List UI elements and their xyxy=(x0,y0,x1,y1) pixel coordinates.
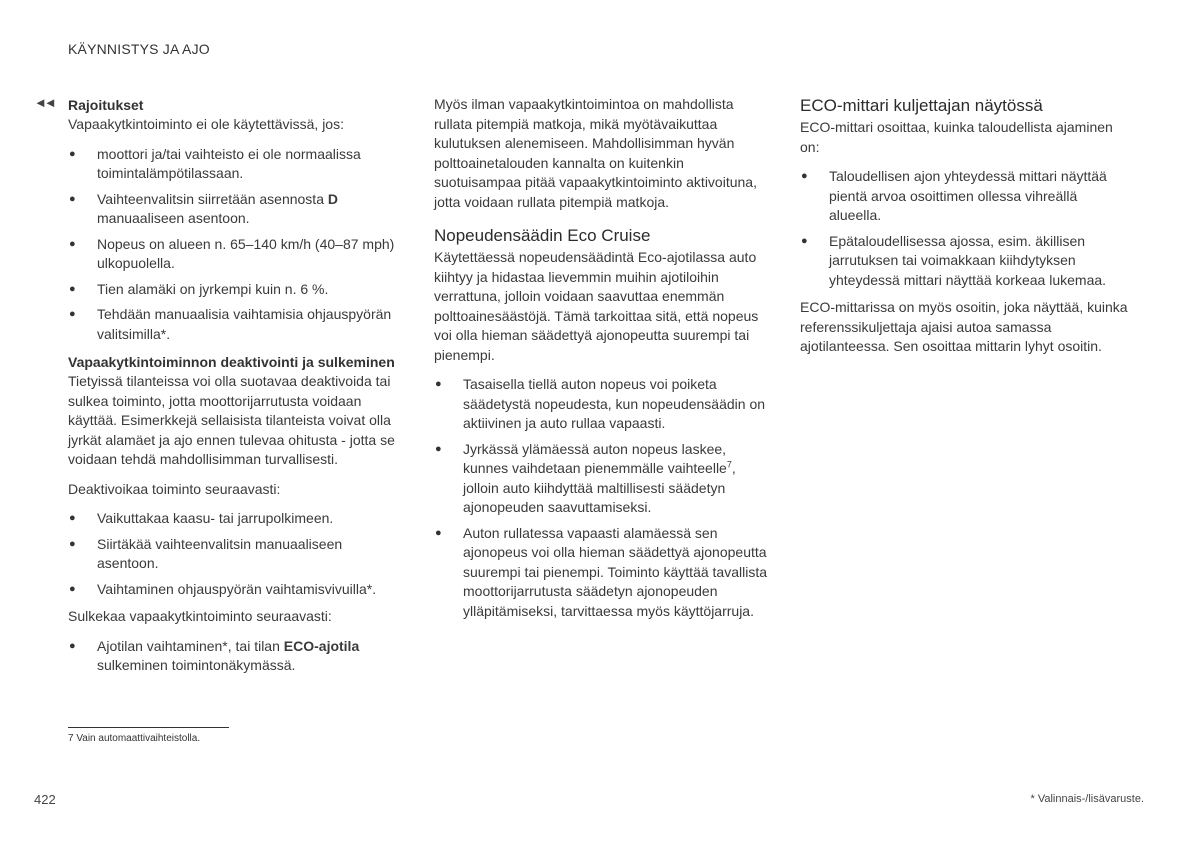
eco-cruise-text: Käytettäessä nopeudensäädintä Eco-ajotilassa auto kiihtyy ja hidastaa lievemmin muihin ajotiloihin verrattuna, jolloin voidaan saavuttaa enemmän polttoainesäästöjä. Tämä tarkoittaa sitä, että nopeus voi olla hieman säädettyä ajonopeutta suurempi tai pienempi. xyxy=(434,249,759,363)
list-item-text: manuaaliseen asentoon. xyxy=(97,210,250,226)
list-item-text: Siirtäkää vaihteenvalitsin manuaaliseen asentoon. xyxy=(97,535,343,571)
bullet-icon: ● xyxy=(69,147,76,160)
list-item xyxy=(68,509,403,529)
gear-position-d: D xyxy=(327,190,339,207)
list-item-text: sulkeminen toimintonäkymässä. xyxy=(97,657,296,673)
eco-meter-intro: ECO-mittari osoittaa, kuinka taloudellista ajaminen on: xyxy=(800,119,1113,155)
eco-cruise-heading: Nopeudensäädin Eco Cruise xyxy=(434,226,651,245)
bullet-icon: ● xyxy=(435,526,442,539)
list-item xyxy=(434,440,769,518)
restrictions-list xyxy=(68,145,403,345)
list-item-text: Vaikuttakaa kaasu- tai jarrupolkimeen. xyxy=(97,510,334,526)
bullet-icon: ● xyxy=(69,512,76,524)
list-item-text: Auton rullatessa vapaasti alamäessä sen ajonopeus voi olla hieman säädettyä ajonopeutta suurempi tai pienempi. Toiminto käyttää tavallista moottorijarrutusta säädetyn ajonopeuden ylläpitämiseksi, tarvittaessa myös käyttöjarruja. xyxy=(463,524,768,619)
back-arrow-icon[interactable]: ◄◄ xyxy=(34,95,54,110)
close-list xyxy=(68,637,403,676)
column-1 xyxy=(68,95,403,684)
footnote: 7 Vain automaattivaihteistolla. xyxy=(68,733,201,744)
list-item xyxy=(68,580,403,600)
restrictions-heading: Rajoitukset xyxy=(68,97,144,113)
deactivate-list xyxy=(68,509,403,599)
list-item xyxy=(434,375,769,434)
coasting-intro-text: Myös ilman vapaakytkintoimintoa on mahdollista rullata pitempiä matkoja, mikä myötävaikuttaa kulutuksen alenemiseen. Mahdollisimman hyvän polttoainetalouden kannalta on kuitenkin suotuisampaa pitää vapaakytkintoiminto aktivoituna, jotta voidaan rullata pitempiä matkoja. xyxy=(434,96,757,210)
list-item xyxy=(434,524,769,622)
deactivate-text: Tietyissä tilanteissa voi olla suotavaa deaktivoida tai sulkea toiminto, jotta moottorijarrutusta voidaan käyttää. Esimerkkejä sellaisista tilanteista voivat olla jyrkät alamäet ja ajo ennen tulevaa ohitusta - jotta se voidaan tehdä mahdollisimman turvallisesti. xyxy=(68,373,395,467)
close-intro: Sulkekaa vapaakytkintoiminto seuraavasti: xyxy=(68,608,332,624)
list-item-text: Ajotilan vaihtaminen*, tai tilan xyxy=(97,637,284,654)
bullet-icon: ● xyxy=(801,170,808,182)
bullet-icon: ● xyxy=(69,639,76,652)
bullet-icon: ● xyxy=(69,537,76,550)
bullet-icon: ● xyxy=(69,192,76,205)
list-item xyxy=(68,535,403,574)
list-item-text: Tasaisella tiellä auton nopeus voi poiketa säädetystä nopeudesta, kun nopeudensäädin on aktiivinen ja auto rullaa vapaasti. xyxy=(463,376,766,431)
list-item-text: moottori ja/tai vaihteisto ei ole normaalissa toimintalämpötilassaan. xyxy=(97,145,361,181)
list-item xyxy=(68,235,403,274)
column-3 xyxy=(800,95,1130,367)
bullet-icon: ● xyxy=(69,237,76,250)
list-item-text: Taloudellisen ajon yhteydessä mittari näyttää pientä arvoa osoittimen ollessa vihreällä alueella. xyxy=(829,168,1107,223)
eco-meter-list xyxy=(800,167,1130,290)
bullet-icon: ● xyxy=(69,308,76,320)
list-item xyxy=(68,637,403,676)
eco-cruise-list xyxy=(434,375,769,621)
list-item-text: Nopeus on alueen n. 65–140 km/h (40–87 mph) ulkopuolella. xyxy=(97,235,395,271)
page-number: 422 xyxy=(34,792,56,807)
column-2 xyxy=(434,95,769,629)
bullet-icon: ● xyxy=(69,282,76,295)
eco-meter-heading: ECO-mittari kuljettajan näytössä xyxy=(800,96,1043,115)
list-item xyxy=(800,232,1130,291)
bullet-icon: ● xyxy=(435,442,442,455)
list-item-text: Jyrkässä ylämäessä auton nopeus laskee, kunnes vaihdetaan pienemmälle vaihteelle xyxy=(463,440,727,476)
list-item xyxy=(68,190,403,229)
list-item xyxy=(68,280,403,300)
list-item-text: Tehdään manuaalisia vaihtamisia ohjauspyörän valitsimilla*. xyxy=(97,306,392,342)
footnote-ref: 7 xyxy=(726,459,732,470)
deactivate-intro: Deaktivoikaa toiminto seuraavasti: xyxy=(68,480,281,497)
list-item xyxy=(68,145,403,184)
list-item xyxy=(68,305,403,344)
bullet-icon: ● xyxy=(801,234,808,247)
eco-meter-text: ECO-mittarissa on myös osoitin, joka näyttää, kuinka referenssikuljettaja ajaisi autoa samassa ajotilanteessa. Sen osoittaa mittarin lyhyt osoitin. xyxy=(800,299,1128,354)
deactivate-heading: Vapaakytkintoiminnon deaktivointi ja sulkeminen xyxy=(68,354,395,370)
optional-equipment-note: * Valinnais-/lisävaruste. xyxy=(1030,793,1144,805)
bullet-icon: ● xyxy=(69,582,76,595)
list-item-text: Vaihteenvalitsin siirretään asennosta xyxy=(97,190,328,207)
list-item-text: , jolloin auto kiihdyttää maltillisesti säädetyn ajonopeuden saavuttamiseksi. xyxy=(463,460,736,515)
bullet-icon: ● xyxy=(435,378,442,390)
list-item xyxy=(800,167,1130,226)
list-item-text: Epätaloudellisessa ajossa, esim. äkillisen jarrutuksen tai voimakkaan kiihdytyksen yhteydessä mittari näyttää korkeaa lukemaa. xyxy=(829,232,1107,288)
list-item-text: Vaihtaminen ohjauspyörän vaihtamisvivuilla*. xyxy=(97,580,377,597)
restrictions-intro: Vapaakytkintoiminto ei ole käytettävissä, jos: xyxy=(68,116,344,132)
list-item-text: Tien alamäki on jyrkempi kuin n. 6 %. xyxy=(97,280,329,297)
eco-mode-label: ECO-ajotila xyxy=(283,637,360,654)
page-header: KÄYNNISTYS JA AJO xyxy=(68,41,210,57)
footnote-divider xyxy=(68,727,229,728)
